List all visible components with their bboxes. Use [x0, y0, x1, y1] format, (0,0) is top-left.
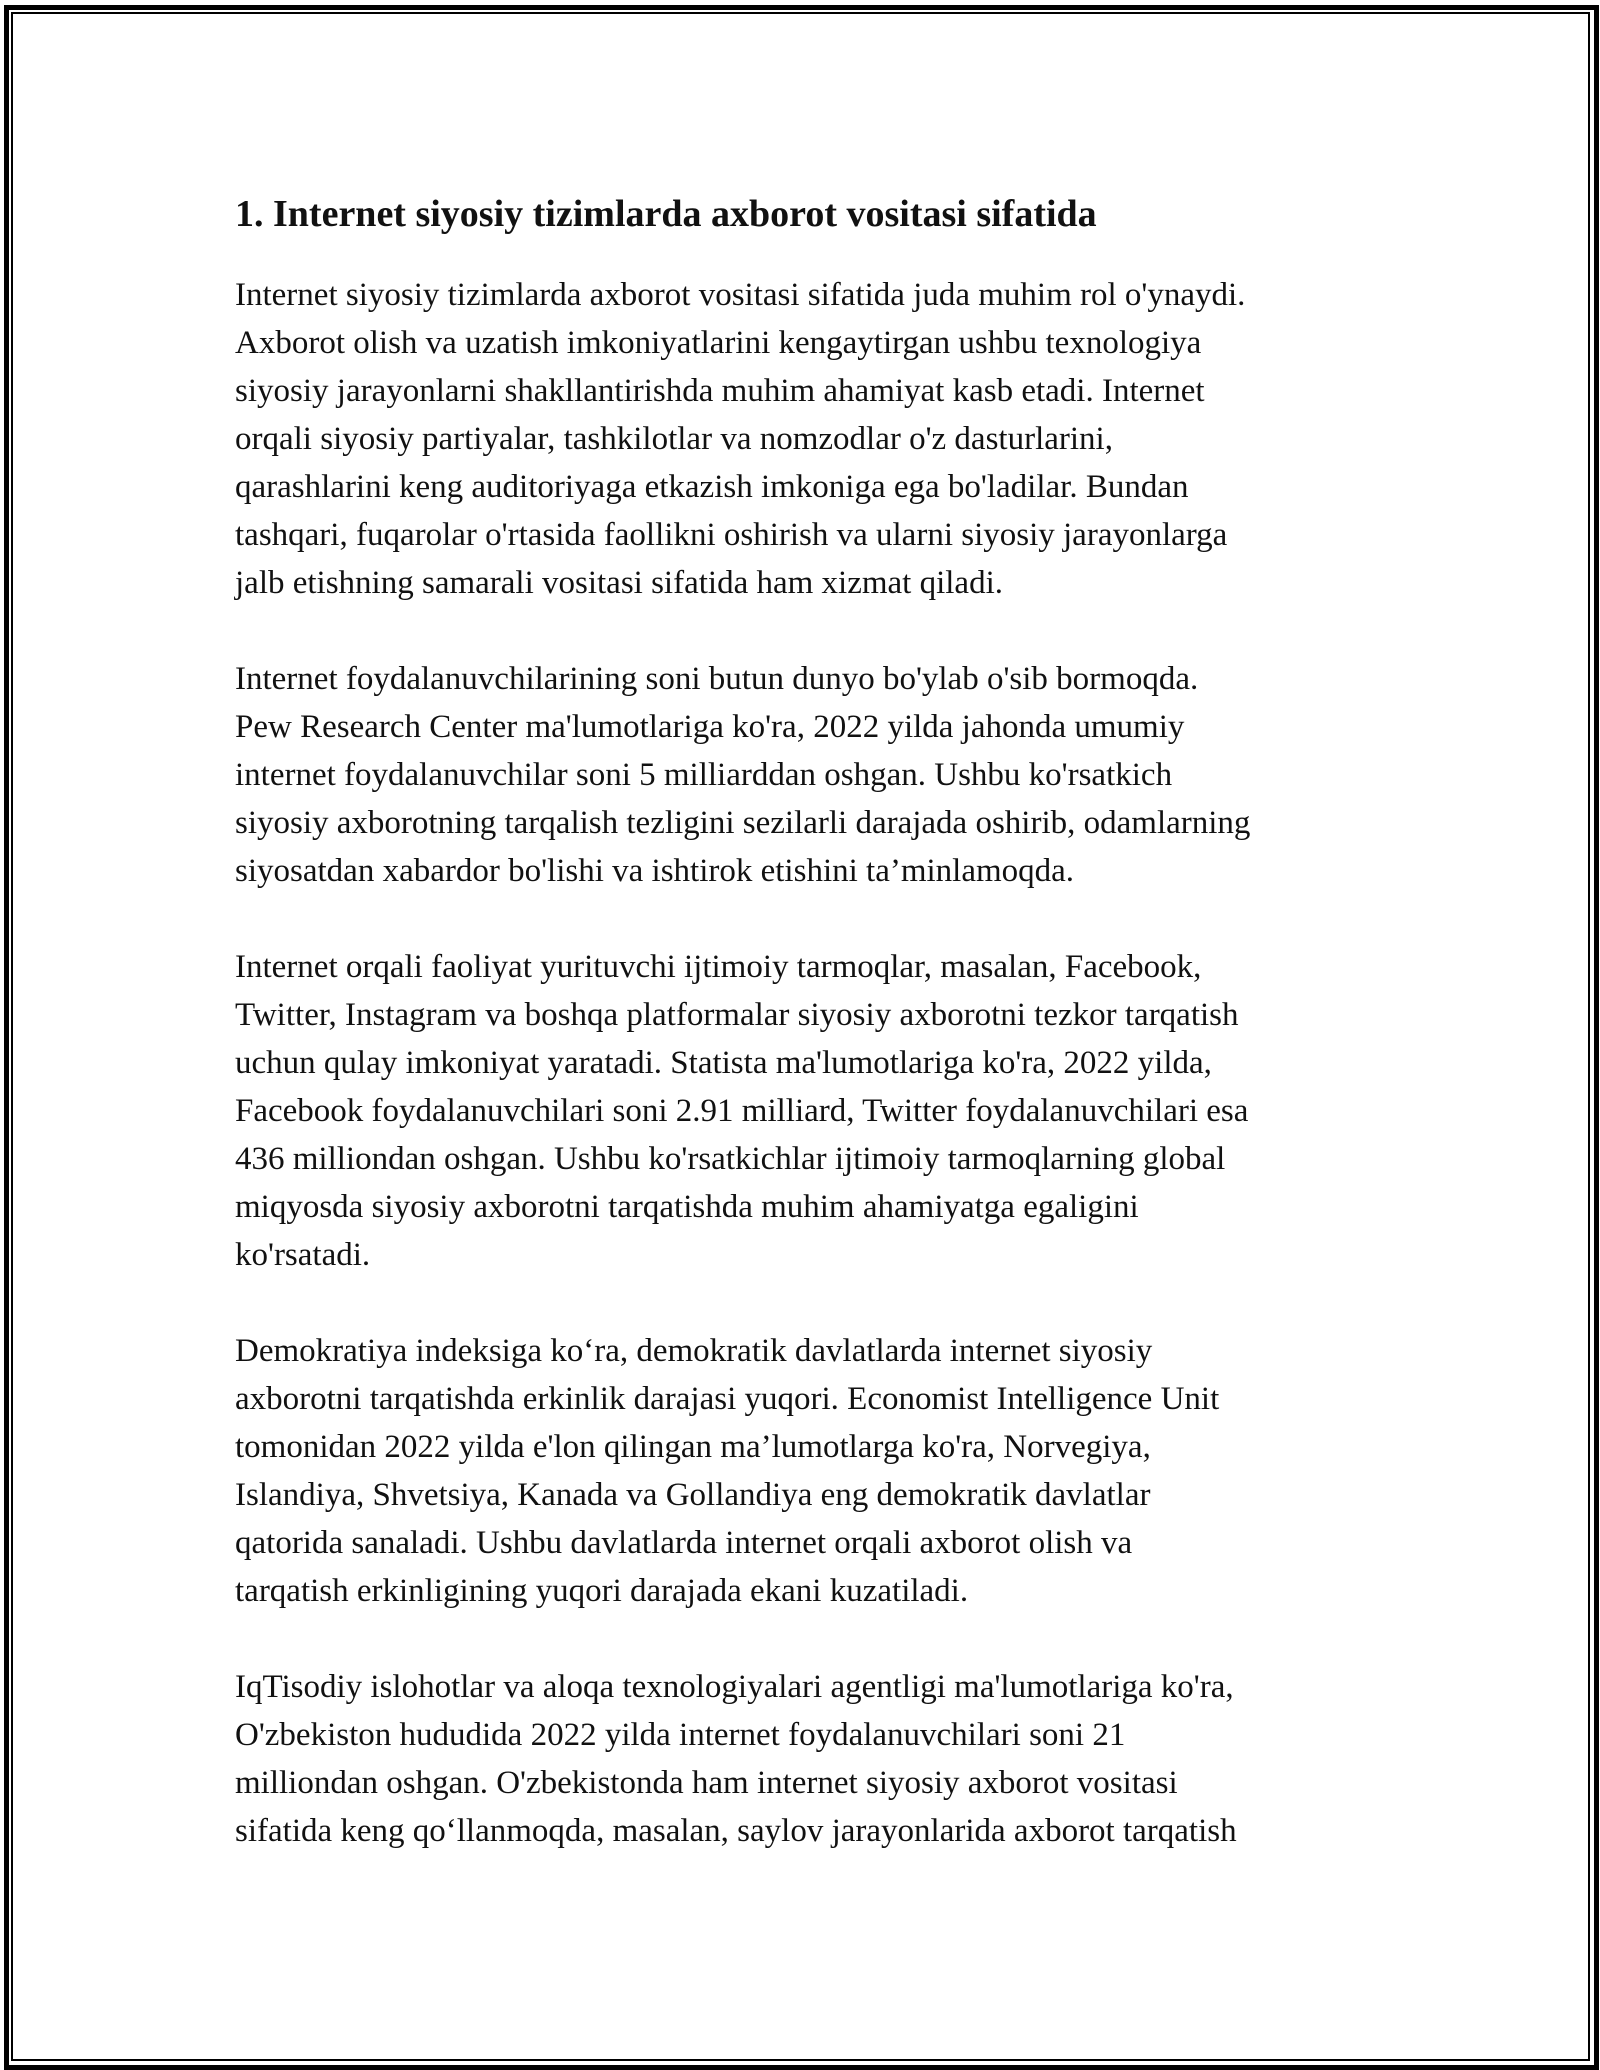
text-line: siyosiy axborotning tarqalish tezligini sezilarli darajada oshirib, odamlarning — [235, 805, 1251, 841]
text-line: ko'rsatadi. — [235, 1237, 371, 1273]
paragraph-3 — [235, 943, 1380, 1279]
text-line: qatorida sanaladi. Ushbu davlatlarda internet orqali axborot olish va — [235, 1525, 1133, 1561]
text-line: siyosatdan xabardor bo'lishi va ishtirok etishini ta’minlamoqda. — [235, 853, 1075, 889]
text-line: internet foydalanuvchilar soni 5 milliarddan oshgan. Ushbu ko'rsatkich — [235, 757, 1173, 793]
paragraph-4 — [235, 1327, 1380, 1615]
text-line: Internet foydalanuvchilarining soni butun dunyo bo'ylab o'sib bormoqda. — [235, 661, 1199, 697]
text-line: tarqatish erkinligining yuqori darajada ekani kuzatiladi. — [235, 1573, 969, 1609]
text-line: Internet siyosiy tizimlarda axborot vositasi sifatida juda muhim rol o'ynaydi. — [235, 277, 1246, 313]
text-line: miqyosda siyosiy axborotni tarqatishda muhim ahamiyatga egaligini — [235, 1189, 1139, 1225]
text-line: qarashlarini keng auditoriyaga etkazish imkoniga ega bo'ladilar. Bundan — [235, 469, 1189, 505]
text-line: axborotni tarqatishda erkinlik darajasi yuqori. Economist Intelligence Unit — [235, 1381, 1220, 1417]
text-line: siyosiy jarayonlarni shakllantirishda muhim ahamiyat kasb etadi. Internet — [235, 373, 1205, 409]
text-line: jalb etishning samarali vositasi sifatida ham xizmat qiladi. — [235, 565, 1003, 601]
section-heading: 1. Internet siyosiy tizimlarda axborot vositasi sifatida — [235, 193, 1097, 235]
text-line: tashqari, fuqarolar o'rtasida faollikni oshirish va ularni siyosiy jarayonlarga — [235, 517, 1228, 553]
text-line: Axborot olish va uzatish imkoniyatlarini kengaytirgan ushbu texnologiya — [235, 325, 1202, 361]
document-body — [235, 186, 1380, 1855]
text-line: O'zbekiston hududida 2022 yilda internet foydalanuvchilari soni 21 — [235, 1717, 1126, 1753]
text-line: tomonidan 2022 yilda e'lon qilingan ma’lumotlarga ko'ra, Norvegiya, — [235, 1429, 1151, 1465]
text-line: IqTisodiy islohotlar va aloqa texnologiyalari agentligi ma'lumotlariga ko'ra, — [235, 1669, 1234, 1705]
text-line: Islandiya, Shvetsiya, Kanada va Gollandiya eng demokratik davlatlar — [235, 1477, 1151, 1513]
paragraph-1 — [235, 271, 1380, 607]
text-line: 436 milliondan oshgan. Ushbu ko'rsatkichlar ijtimoiy tarmoqlarning global — [235, 1141, 1226, 1177]
text-line: milliondan oshgan. O'zbekistonda ham internet siyosiy axborot vositasi — [235, 1765, 1178, 1801]
text-line: Internet orqali faoliyat yurituvchi ijtimoiy tarmoqlar, masalan, Facebook, — [235, 949, 1202, 985]
text-line: uchun qulay imkoniyat yaratadi. Statista ma'lumotlariga ko'ra, 2022 yilda, — [235, 1045, 1212, 1081]
text-line: Demokratiya indeksiga ko‘ra, demokratik davlatlarda internet siyosiy — [235, 1333, 1153, 1369]
paragraph-2 — [235, 655, 1380, 895]
text-line: orqali siyosiy partiyalar, tashkilotlar va nomzodlar o'z dasturlarini, — [235, 421, 1113, 457]
text-line: Pew Research Center ma'lumotlariga ko'ra, 2022 yilda jahonda umumiy — [235, 709, 1185, 745]
paragraph-5 — [235, 1663, 1380, 1855]
text-line: Twitter, Instagram va boshqa platformalar siyosiy axborotni tezkor tarqatish — [235, 997, 1239, 1033]
text-line: sifatida keng qo‘llanmoqda, masalan, saylov jarayonlarida axborot tarqatish — [235, 1813, 1237, 1849]
text-line: Facebook foydalanuvchilari soni 2.91 milliard, Twitter foydalanuvchilari esa — [235, 1093, 1249, 1129]
